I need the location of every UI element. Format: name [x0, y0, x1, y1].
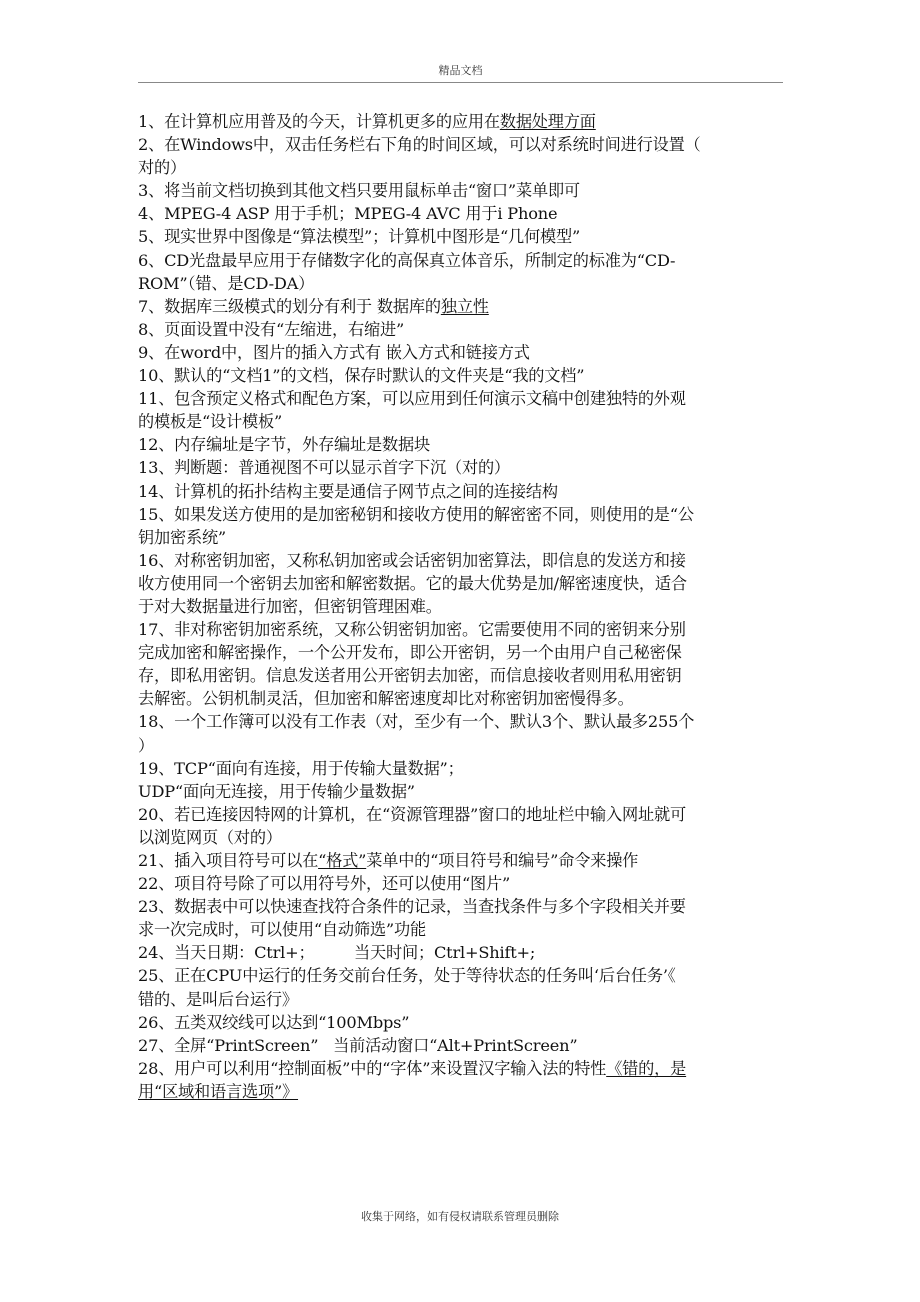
text-line	[138, 549, 778, 572]
text-line	[138, 664, 778, 687]
text-line	[138, 249, 778, 272]
text-segment: 10、默认的“文档1”的文档，保存时默认的文件夹是“我的文档”	[138, 366, 585, 386]
text-segment: 19、TCP“面向有连接，用于传输大量数据”；	[138, 758, 464, 778]
text-segment: 钥加密系统”	[138, 527, 227, 547]
text-line	[138, 803, 778, 826]
text-segment: UDP“面向无连接，用于传输少量数据”	[138, 781, 415, 801]
text-line	[138, 918, 778, 941]
text-segment: 菜单中的“项目符号和编号”命令来操作	[366, 851, 639, 870]
text-segment: 6、CD光盘最早应用于存储数字化的高保真立体音乐，所制定的标准为“CD-	[138, 250, 676, 270]
text-segment: 24、当天日期：Ctrl+； 当天时间；Ctrl+Shift+;	[138, 943, 536, 963]
text-segment: 存，即私用密钥。信息发送者用公开密钥去加密，而信息接收者则用私用密钥	[138, 666, 682, 686]
text-line	[138, 295, 778, 318]
text-line	[138, 456, 778, 479]
text-segment: 以浏览网页（对的）	[138, 827, 282, 847]
text-segment: 3、将当前文档切换到其他文档只要用鼠标单击“窗口”菜单即可	[138, 181, 580, 201]
text-segment: 28、用户可以利用“控制面板”中的“字体”来设置汉字输入法的特性	[138, 1058, 607, 1078]
text-line	[138, 318, 778, 341]
text-line	[138, 225, 778, 248]
text-segment: 求一次完成时，可以使用“自动筛选”功能	[138, 920, 426, 940]
text-line	[138, 410, 778, 433]
text-line	[138, 272, 778, 295]
text-segment: 13、判断题：普通视图不可以显示首字下沉（对的）	[138, 458, 510, 478]
text-line	[138, 872, 778, 895]
text-line	[138, 110, 778, 133]
text-line	[138, 503, 778, 526]
text-line	[138, 480, 778, 503]
text-segment: 25、正在CPU中运行的任务交前台任务，处于等待状态的任务叫‘后台任务’《	[138, 966, 676, 986]
text-segment: 20、若已连接因特网的计算机，在“资源管理器”窗口的地址栏中输入网址就可	[138, 804, 686, 824]
text-line	[138, 595, 778, 618]
text-line	[138, 202, 778, 225]
text-segment: 7、数据库三级模式的划分有利于 数据库的	[138, 296, 441, 316]
page-footer: 收集于网络，如有侵权请联系管理员删除	[361, 1210, 559, 1223]
text-line	[138, 964, 778, 987]
text-line	[138, 364, 778, 387]
underlined-text: 数据处理方面	[499, 112, 596, 131]
text-segment: 27、全屏“PrintScreen” 当前活动窗口“Alt+PrintScreen”	[138, 1035, 578, 1055]
text-line	[138, 618, 778, 641]
text-segment: 的模板是“设计模板”	[138, 412, 283, 432]
text-segment: 错的、是叫后台运行》	[138, 989, 298, 1009]
text-line	[138, 1011, 778, 1034]
text-segment: 对的）	[138, 158, 186, 178]
text-line	[138, 849, 778, 872]
text-line	[138, 1080, 778, 1103]
text-line	[138, 433, 778, 456]
text-line	[138, 1034, 778, 1057]
text-segment: 22、项目符号除了可以用符号外，还可以使用“图片”	[138, 874, 511, 894]
text-segment: 26、五类双绞线可以达到“100Mbps”	[138, 1012, 410, 1032]
text-segment: 1、在计算机应用普及的今天，计算机更多的应用在	[138, 112, 500, 131]
text-line	[138, 1057, 778, 1080]
text-line	[138, 387, 778, 410]
text-segment: 5、现实世界中图像是“算法模型”；计算机中图形是“几何模型”	[138, 227, 581, 247]
underlined-text: 用“区域和语言选项”》	[138, 1081, 299, 1101]
text-segment: 16、对称密钥加密，又称私钥加密或会话密钥加密算法，即信息的发送方和接	[138, 550, 686, 570]
text-segment: 23、数据表中可以快速查找符合条件的记录，当查找条件与多个字段相关并要	[138, 897, 686, 917]
underlined-text: 独立性	[440, 296, 489, 316]
text-line	[138, 156, 778, 179]
page-header: 精品文档	[438, 64, 483, 77]
document-body	[138, 110, 778, 1103]
text-line	[138, 757, 778, 780]
text-segment: 于对大数据量进行加密，但密钥管理困难。	[138, 596, 442, 616]
text-segment: 14、计算机的拓扑结构主要是通信子网节点之间的连接结构	[138, 481, 558, 501]
header-divider	[138, 82, 783, 83]
text-segment: 去解密。公钥机制灵活，但加密和解密速度却比对称密钥加密慢得多。	[138, 689, 634, 709]
text-line	[138, 641, 778, 664]
text-segment: 收方使用同一个密钥去加密和解密数据。它的最大优势是加/解密速度快，适合	[138, 573, 687, 593]
text-segment: 9、在word中，图片的插入方式有 嵌入方式和链接方式	[138, 342, 530, 362]
text-segment: 11、包含预定义格式和配色方案，可以应用到任何演示文稿中创建独特的外观	[138, 389, 686, 409]
text-segment: 17、非对称密钥加密系统，又称公钥密钥加密。它需要使用不同的密钥来分别	[138, 620, 686, 640]
text-line	[138, 710, 778, 733]
underlined-text: “格式”	[318, 851, 367, 870]
text-line	[138, 734, 778, 757]
text-segment: 2、在Windows中，双击任务栏右下角的时间区域，可以对系统时间进行设置（	[138, 135, 701, 155]
text-segment: 12、内存编址是字节，外存编址是数据块	[138, 435, 430, 455]
text-segment: 4、MPEG-4 ASP 用于手机；MPEG-4 AVC 用于i Phone	[138, 204, 558, 224]
text-line	[138, 988, 778, 1011]
text-segment: 15、如果发送方使用的是加密秘钥和接收方使用的解密密不同，则使用的是“公	[138, 504, 694, 524]
text-line	[138, 941, 778, 964]
text-line	[138, 179, 778, 202]
text-line	[138, 133, 778, 156]
text-segment: ）	[138, 735, 154, 755]
text-line	[138, 341, 778, 364]
text-line	[138, 572, 778, 595]
text-segment: 完成加密和解密操作，一个公开发布，即公开密钥，另一个由用户自己秘密保	[138, 643, 682, 663]
text-line	[138, 895, 778, 918]
text-segment: 21、插入项目符号可以在	[138, 851, 319, 870]
text-segment: ROM”（错、是CD-DA）	[138, 273, 315, 293]
text-line	[138, 780, 778, 803]
text-line	[138, 826, 778, 849]
text-segment: 8、页面设置中没有“左缩进，右缩进”	[138, 319, 405, 339]
underlined-text: 《错的，是	[606, 1058, 687, 1078]
text-line	[138, 526, 778, 549]
text-segment: 18、一个工作簿可以没有工作表（对，至少有一个、默认3个、默认最多255个	[138, 712, 695, 732]
text-line	[138, 687, 778, 710]
